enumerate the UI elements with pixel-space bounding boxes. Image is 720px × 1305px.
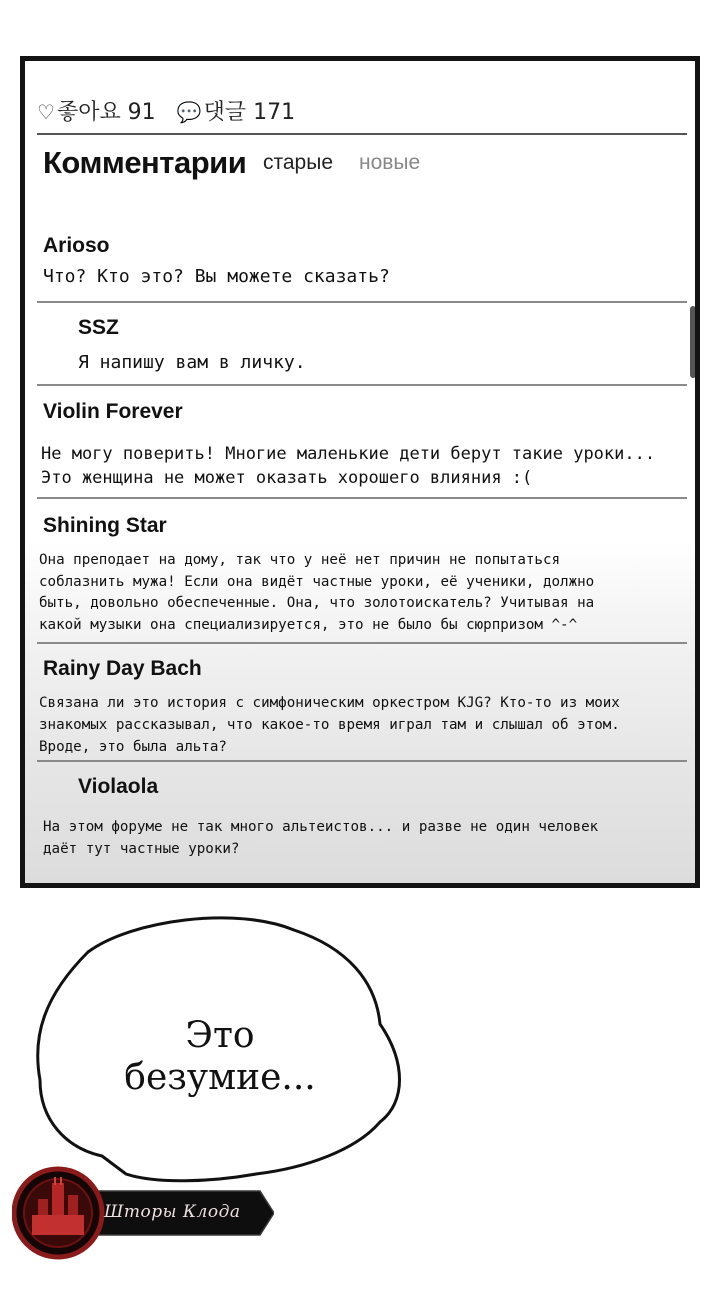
sort-new-tab[interactable]: новые [359,151,421,174]
comments-panel [20,56,700,888]
comment-author[interactable]: Violin Forever [43,400,183,423]
comment-divider [37,497,687,499]
bubble-text [110,1015,330,1099]
reply-author[interactable]: SSZ [78,316,119,339]
bubble-line-1: Это [185,1015,255,1056]
comment-divider [37,760,687,762]
header-divider [37,133,687,135]
likes-count[interactable]: ♡좋아요 91 [37,100,156,125]
comment-text: Что? Кто это? Вы можете сказать? [43,266,390,287]
comment-text: Связана ли это история с симфоническим оркестром KJG? Кто-то из моих знакомых рассказывал, что какое-то время играл там и слышал об этом. Вроде, это была альта? [39,695,620,755]
comment-divider [37,384,687,386]
reply-text: На этом форуме не так много альтеистов... и разве не один человек даёт тут частные уроки? [43,819,599,857]
speech-bubble-icon: 💬 [176,100,202,124]
reply-author[interactable]: Violaola [78,775,159,798]
sort-old-tab[interactable]: старые [263,151,334,174]
scrollbar-thumb[interactable] [690,306,696,378]
stats-bar [37,95,309,126]
logo-text: Шторы Клода [104,1202,241,1222]
reply-text: Я напишу вам в личку. [78,352,306,373]
page-title: Комментарии [43,145,247,180]
comment-text: Она преподает на дому, так что у неё нет причин не попытаться соблазнить мужа! Если она видёт частные уроки, её ученики, должно быть, довольно обеспеченные. Она, что золотоискатель? Учитывая на какой музыки она специализируется, это не было бы сюрпризом ^-^ [39,552,595,633]
comment-text: Не могу поверить! Многие маленькие дети берут такие уроки... Это женщина не может оказать хорошего влияния :( [41,444,656,488]
comments-count[interactable]: 💬댓글 171 [176,100,296,125]
comment-author[interactable]: Shining Star [43,514,167,537]
heart-icon: ♡ [37,100,55,124]
comment-author[interactable]: Rainy Day Bach [43,657,202,680]
comment-divider [37,642,687,644]
comment-divider [37,301,687,303]
bubble-line-2: безумие... [124,1057,316,1098]
comment-author[interactable]: Arioso [43,234,110,257]
